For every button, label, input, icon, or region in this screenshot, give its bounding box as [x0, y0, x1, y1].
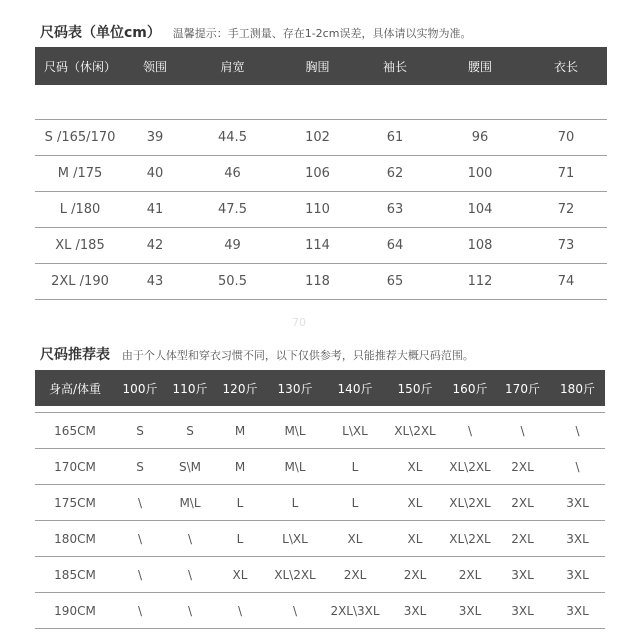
- table-cell: \: [165, 521, 215, 557]
- table-cell: 118: [280, 264, 355, 300]
- table-cell: 2XL: [445, 557, 495, 593]
- table-cell: 112: [435, 264, 525, 300]
- recommend-chart-title: 尺码推荐表: [40, 347, 110, 363]
- table-cell: 47.5: [185, 192, 280, 228]
- size-chart-header-row: [35, 47, 607, 85]
- table-cell: 96: [435, 120, 525, 156]
- row-label-cell: M /175: [35, 156, 125, 192]
- table-row: [35, 449, 605, 485]
- table-cell: L: [325, 485, 385, 521]
- table-cell: 71: [525, 156, 607, 192]
- recommend-chart-header-row: [35, 370, 605, 406]
- table-cell: S: [115, 413, 165, 449]
- size-chart-note: 温馨提示：手工测量、存在1-2cm误差，具体请以实物为准。: [172, 27, 472, 40]
- column-header: 170斤: [495, 370, 550, 406]
- column-header: 袖长: [355, 47, 435, 85]
- table-cell: 44.5: [185, 120, 280, 156]
- row-label-cell: 190CM: [35, 593, 115, 629]
- table-row: [35, 192, 607, 228]
- table-cell: 2XL: [495, 521, 550, 557]
- column-header: 180斤: [550, 370, 605, 406]
- table-cell: XL\2XL: [385, 413, 445, 449]
- table-cell: L: [325, 449, 385, 485]
- table-cell: 64: [355, 228, 435, 264]
- table-cell: \: [165, 557, 215, 593]
- column-header: 尺码（休闲）: [35, 47, 125, 85]
- row-label-cell: 170CM: [35, 449, 115, 485]
- row-label-cell: 165CM: [35, 413, 115, 449]
- table-cell: S: [165, 413, 215, 449]
- column-header: 衣长: [525, 47, 607, 85]
- table-cell: 74: [525, 264, 607, 300]
- table-cell: 108: [435, 228, 525, 264]
- size-chart-title: 尺码表（单位cm）: [40, 25, 161, 41]
- table-cell: 2XL: [385, 557, 445, 593]
- table-cell: M\L: [265, 449, 325, 485]
- table-cell: XL\2XL: [445, 521, 495, 557]
- table-cell: 65: [355, 264, 435, 300]
- watermark: 70: [292, 316, 306, 329]
- table-cell: 61: [355, 120, 435, 156]
- recommend-chart-heading: [40, 344, 474, 364]
- column-header: 120斤: [215, 370, 265, 406]
- table-cell: 3XL: [550, 485, 605, 521]
- recommend-chart-table: [35, 370, 605, 629]
- table-cell: \: [550, 413, 605, 449]
- column-header: 胸围: [280, 47, 355, 85]
- table-cell: 3XL: [385, 593, 445, 629]
- table-cell: 46: [185, 156, 280, 192]
- table-cell: 3XL: [495, 557, 550, 593]
- row-label-cell: 185CM: [35, 557, 115, 593]
- table-cell: \: [115, 485, 165, 521]
- table-cell: 3XL: [550, 593, 605, 629]
- table-cell: 72: [525, 192, 607, 228]
- column-header: 130斤: [265, 370, 325, 406]
- row-label-cell: XL /185: [35, 228, 125, 264]
- table-cell: L: [215, 521, 265, 557]
- column-header: 150斤: [385, 370, 445, 406]
- table-cell: 110: [280, 192, 355, 228]
- table-cell: L\XL: [265, 521, 325, 557]
- table-row: [35, 156, 607, 192]
- table-cell: L\XL: [325, 413, 385, 449]
- table-cell: XL\2XL: [445, 485, 495, 521]
- table-row: [35, 120, 607, 156]
- table-cell: 49: [185, 228, 280, 264]
- row-label-cell: L /180: [35, 192, 125, 228]
- column-header: 140斤: [325, 370, 385, 406]
- table-cell: 70: [525, 120, 607, 156]
- table-cell: XL\2XL: [445, 449, 495, 485]
- table-cell: 2XL: [495, 449, 550, 485]
- table-cell: 2XL: [325, 557, 385, 593]
- column-header: 160斤: [445, 370, 495, 406]
- column-header: 腰围: [435, 47, 525, 85]
- row-label-cell: S /165/170: [35, 120, 125, 156]
- table-cell: 63: [355, 192, 435, 228]
- column-header: 领围: [125, 47, 185, 85]
- table-cell: 104: [435, 192, 525, 228]
- column-header: 身高/体重: [35, 370, 115, 406]
- table-cell: \: [115, 593, 165, 629]
- table-cell: 43: [125, 264, 185, 300]
- column-header: 110斤: [165, 370, 215, 406]
- table-cell: 62: [355, 156, 435, 192]
- table-cell: 2XL\3XL: [325, 593, 385, 629]
- table-cell: 73: [525, 228, 607, 264]
- table-cell: XL\2XL: [265, 557, 325, 593]
- table-row: [35, 521, 605, 557]
- table-cell: 114: [280, 228, 355, 264]
- table-row: [35, 228, 607, 264]
- table-cell: 3XL: [495, 593, 550, 629]
- table-cell: M: [215, 413, 265, 449]
- table-cell: L: [215, 485, 265, 521]
- row-label-cell: 175CM: [35, 485, 115, 521]
- table-cell: 3XL: [550, 557, 605, 593]
- table-cell: \: [165, 593, 215, 629]
- table-cell: 3XL: [445, 593, 495, 629]
- table-cell: 100: [435, 156, 525, 192]
- table-cell: S\M: [165, 449, 215, 485]
- table-row: [35, 557, 605, 593]
- table-cell: XL: [385, 449, 445, 485]
- table-cell: XL: [325, 521, 385, 557]
- table-cell: \: [115, 557, 165, 593]
- table-cell: M\L: [165, 485, 215, 521]
- recommend-chart-note: 由于个人体型和穿衣习惯不同，以下仅供参考，只能推荐大概尺码范围。: [121, 349, 474, 362]
- table-cell: \: [550, 449, 605, 485]
- table-cell: \: [495, 413, 550, 449]
- size-chart-heading: [40, 22, 471, 42]
- table-cell: \: [265, 593, 325, 629]
- table-cell: 50.5: [185, 264, 280, 300]
- column-header: 肩宽: [185, 47, 280, 85]
- size-chart-table: [35, 47, 607, 300]
- table-cell: 102: [280, 120, 355, 156]
- table-cell: 2XL: [495, 485, 550, 521]
- table-cell: 42: [125, 228, 185, 264]
- table-cell: \: [215, 593, 265, 629]
- table-cell: \: [115, 521, 165, 557]
- table-cell: \: [445, 413, 495, 449]
- table-cell: 3XL: [550, 521, 605, 557]
- row-label-cell: 2XL /190: [35, 264, 125, 300]
- table-row: [35, 485, 605, 521]
- table-cell: XL: [385, 521, 445, 557]
- table-cell: S: [115, 449, 165, 485]
- column-header: 100斤: [115, 370, 165, 406]
- table-cell: L: [265, 485, 325, 521]
- table-row: [35, 264, 607, 300]
- table-row: [35, 413, 605, 449]
- table-cell: XL: [215, 557, 265, 593]
- table-cell: 39: [125, 120, 185, 156]
- table-cell: 106: [280, 156, 355, 192]
- table-cell: 40: [125, 156, 185, 192]
- table-cell: XL: [385, 485, 445, 521]
- table-row: [35, 593, 605, 629]
- table-cell: 41: [125, 192, 185, 228]
- table-cell: M\L: [265, 413, 325, 449]
- row-label-cell: 180CM: [35, 521, 115, 557]
- table-cell: M: [215, 449, 265, 485]
